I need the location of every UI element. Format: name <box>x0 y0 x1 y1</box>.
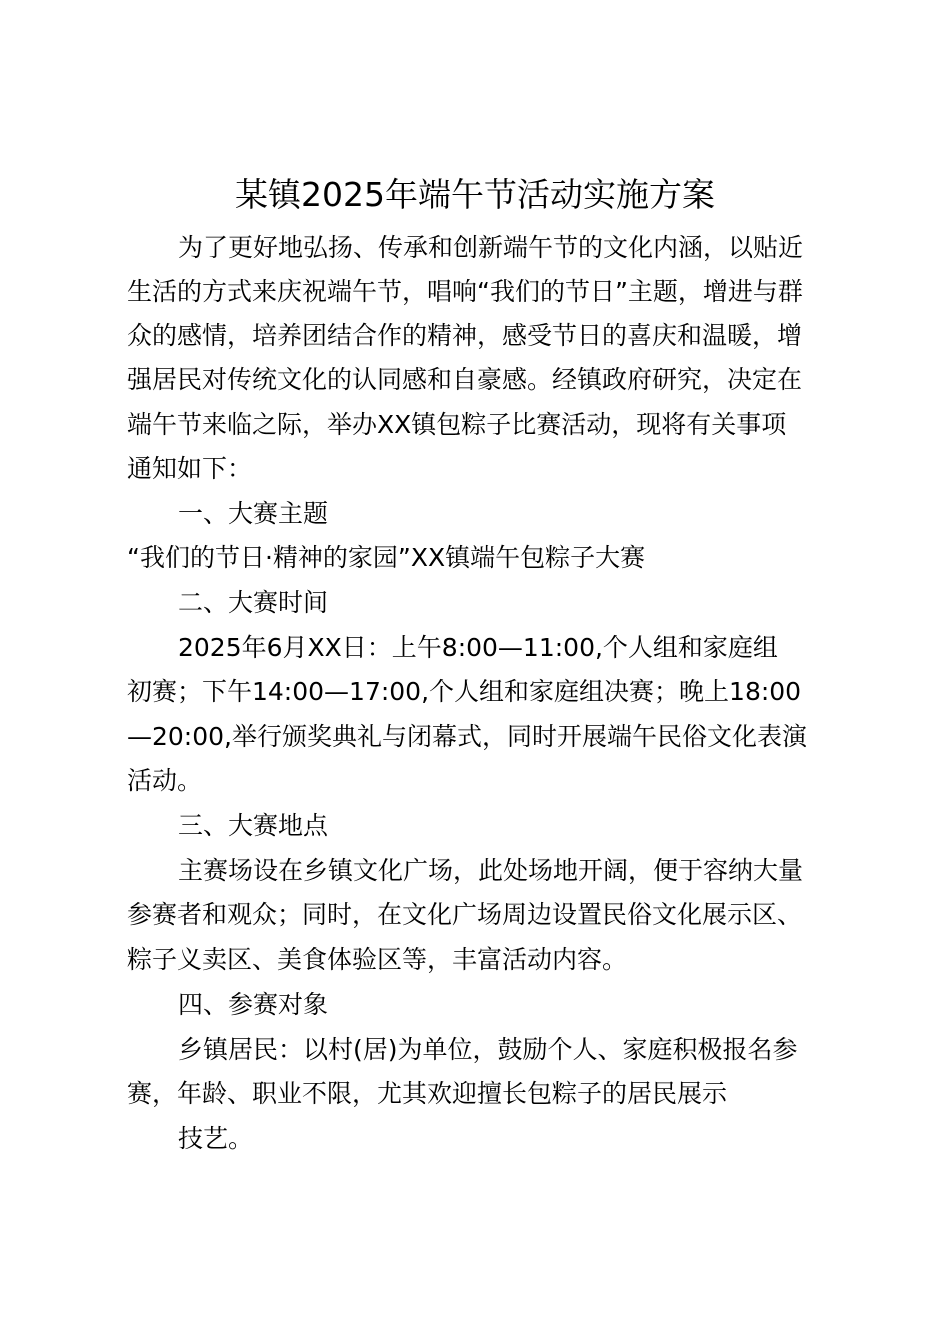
section-heading-time: 二、大赛时间 <box>178 588 329 617</box>
intro-line-3: 众的感情，培养团结合作的精神，感受节日的喜庆和温暖，增 <box>127 321 803 350</box>
section-heading-location: 三、大赛地点 <box>178 811 329 840</box>
time-line-4: 活动。 <box>127 766 203 795</box>
location-line-2: 参赛者和观众；同时，在文化广场周边设置民俗文化展示区、 <box>127 900 803 929</box>
intro-line-6: 通知如下： <box>127 454 253 483</box>
intro-line-4: 强居民对传统文化的认同感和自豪感。经镇政府研究，决定在 <box>127 365 803 394</box>
intro-line-5: 端午节来临之际，举办XX镇包粽子比赛活动，现将有关事项 <box>127 410 787 439</box>
theme-text: “我们的节日·精神的家园”XX镇端午包粽子大赛 <box>127 543 646 572</box>
intro-line-2: 生活的方式来庆祝端午节，唱响“我们的节日”主题，增进与群 <box>127 277 803 306</box>
document-title: 某镇2025年端午节活动实施方案 <box>235 175 715 214</box>
participants-line-2: 赛，年龄、职业不限，尤其欢迎擅长包粽子的居民展示 <box>127 1079 728 1108</box>
section-heading-participants: 四、参赛对象 <box>178 990 329 1019</box>
time-line-1: 2025年6月XX日：上午8:00—11:00,个人组和家庭组 <box>178 633 778 662</box>
time-line-2: 初赛；下午14:00—17:00,个人组和家庭组决赛；晚上18:00 <box>127 677 802 706</box>
section-heading-theme: 一、大赛主题 <box>178 499 329 528</box>
participants-line-1: 乡镇居民：以村(居)为单位，鼓励个人、家庭积极报名参 <box>178 1035 798 1064</box>
time-line-3: —20:00,举行颁奖典礼与闭幕式，同时开展端午民俗文化表演 <box>127 722 807 751</box>
location-line-1: 主赛场设在乡镇文化广场，此处场地开阔，便于容纳大量 <box>178 856 804 885</box>
participants-line-3: 技艺。 <box>178 1124 254 1153</box>
location-line-3: 粽子义卖区、美食体验区等，丰富活动内容。 <box>127 945 628 974</box>
intro-line-1: 为了更好地弘扬、传承和创新端午节的文化内涵，以贴近 <box>178 233 804 262</box>
